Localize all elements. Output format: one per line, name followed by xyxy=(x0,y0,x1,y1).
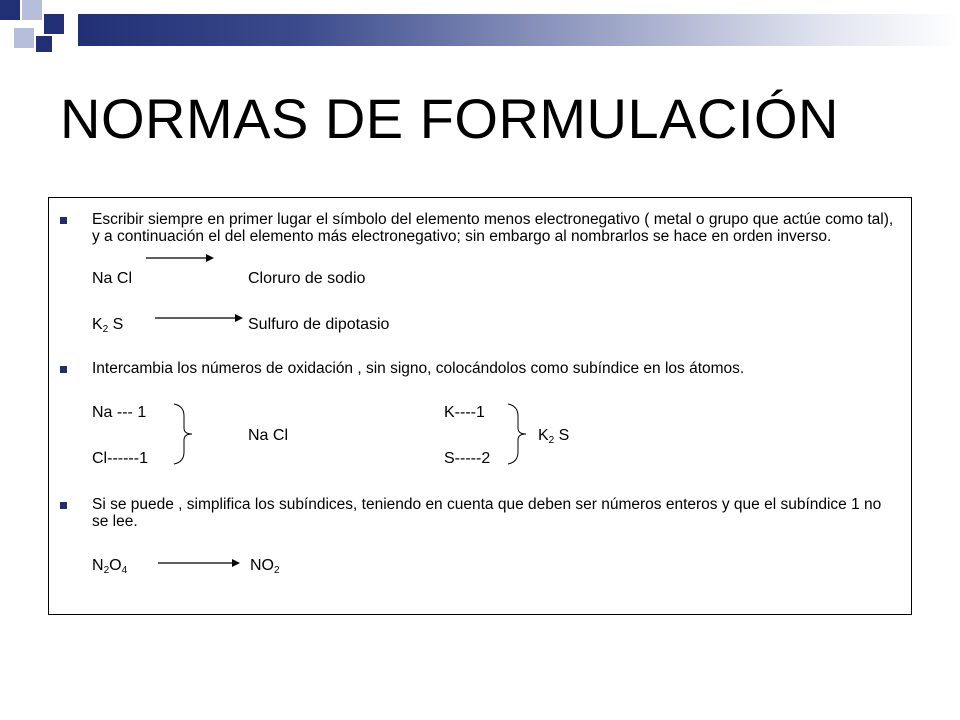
oxidation-s: S-----2 xyxy=(444,450,491,467)
deco-square-dark xyxy=(44,14,64,34)
deco-square-light xyxy=(14,28,34,48)
arrow-icon xyxy=(146,252,216,264)
bullet-icon xyxy=(60,217,67,224)
oxidation-na: Na --- 1 xyxy=(92,404,147,421)
result-k2s: $K_2$ S xyxy=(538,427,570,446)
bullet-icon xyxy=(60,366,67,373)
oxidation-k: K----1 xyxy=(444,404,485,421)
oxidation-cl: Cl------1 xyxy=(92,450,148,467)
arrow-icon xyxy=(158,557,242,569)
deco-square-light xyxy=(22,0,42,20)
example-3-result: $NO_2$ xyxy=(250,557,280,576)
brace-icon xyxy=(172,402,196,466)
rule-3-text: Si se puede , simplifica los subíndices, teniendo en cuenta que deben ser números enteros y que el subíndice 1 no se lee. xyxy=(92,496,882,530)
result-nacl: Na Cl xyxy=(248,427,289,444)
example-3-formula: $N_2O_4$ xyxy=(92,557,128,576)
deco-square-dark xyxy=(0,0,20,20)
example-2-name: Sulfuro de dipotasio xyxy=(248,316,390,333)
header-gradient-bar xyxy=(78,14,960,46)
deco-square-dark xyxy=(36,36,52,52)
slide-title: NORMAS DE FORMULACIÓN xyxy=(60,87,839,150)
example-1-formula: Na Cl xyxy=(92,270,133,287)
arrow-icon xyxy=(155,312,245,324)
bullet-icon xyxy=(60,502,67,509)
example-2-formula: $K_2$ S xyxy=(92,316,124,335)
rule-1-text: Escribir siempre en primer lugar el símbolo del elemento menos electronegativo ( metal o grupo que actúe como tal), y a continuación el del elemento más electronegativo; sin embargo al nombrarlos se hace en orden inverso. xyxy=(92,211,894,245)
rule-2-text: Intercambia los números de oxidación , sin signo, colocándolos como subíndice en los átomos. xyxy=(92,360,745,377)
brace-icon xyxy=(506,402,530,466)
example-1-name: Cloruro de sodio xyxy=(248,270,366,287)
